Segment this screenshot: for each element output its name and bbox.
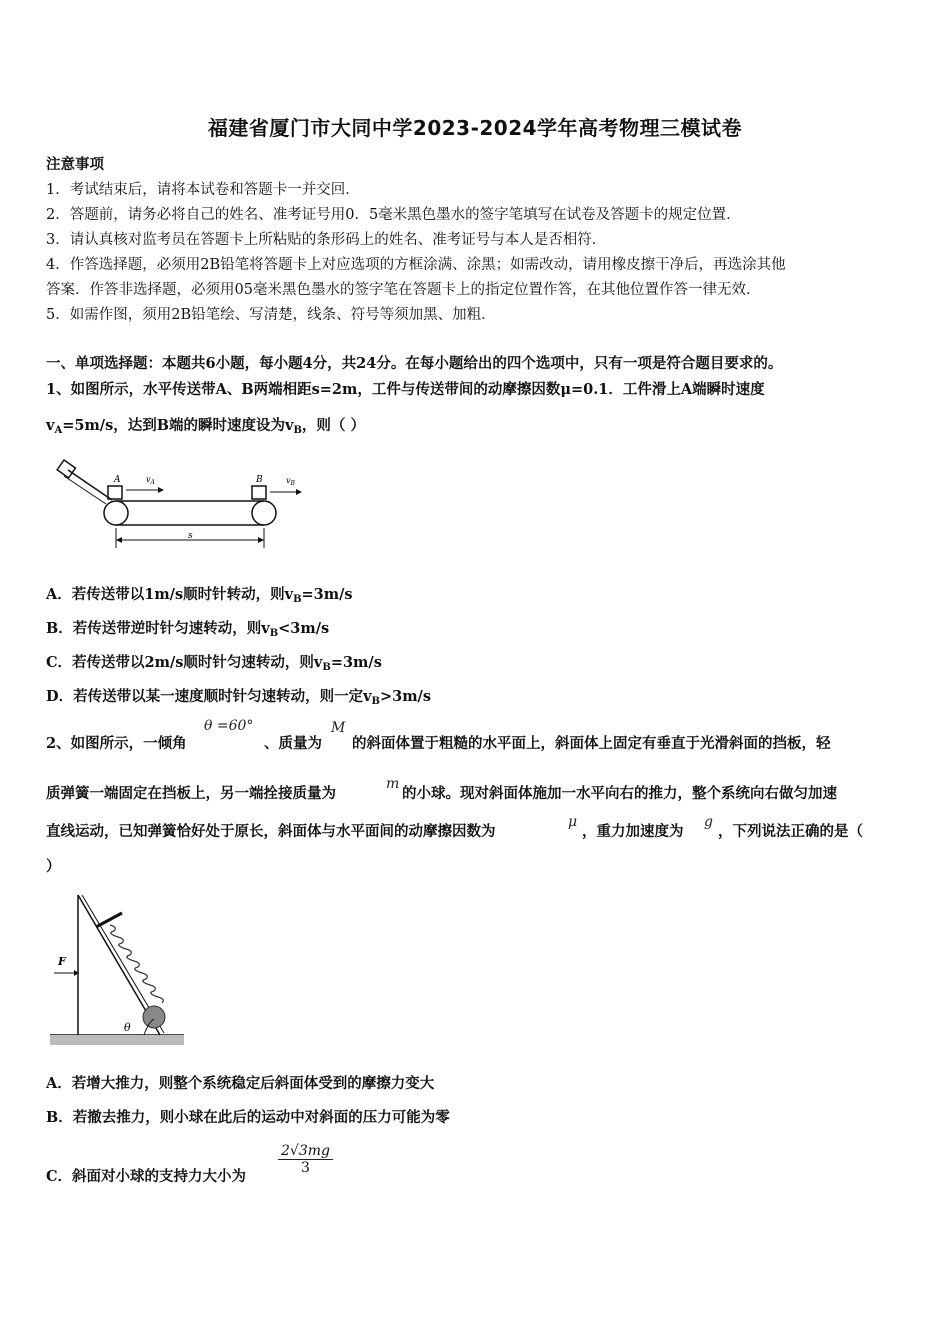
sliding-block-icon [57, 460, 75, 478]
conveyor-figure [46, 448, 316, 558]
ground-hatch [50, 1035, 184, 1045]
ball-icon [143, 1006, 165, 1028]
q2-stem-line1a: 2、如图所示，一倾角 [46, 735, 187, 752]
left-pulley-icon [104, 501, 128, 525]
q1-option-c: C．若传送带以2m/s顺时针匀速转动，则$v_B=3m/s$ [46, 654, 382, 673]
notice-heading: 注意事项 [46, 156, 104, 173]
notice-item: 2．答题前，请务必将自己的姓名、准考证号用0．5毫米黑色墨水的签字笔填写在试卷及答题卡的规定位置． [46, 207, 741, 223]
incline-figure [48, 885, 188, 1055]
q1-option-b: B．若传送带逆时针匀速转动，则$v_B<3m/s$ [46, 620, 330, 639]
q1-stem-line1: 1、如图所示，水平传送带A、B两端相距s=2m，工件与传送带间的动摩擦因数μ=0.1．工件滑上A端瞬时速度 [46, 381, 765, 398]
label-b: B [256, 475, 263, 485]
q2-option-a: A．若增大推力，则整个系统稳定后斜面体受到的摩擦力变大 [46, 1075, 435, 1092]
notice-item: 3．请认真核对监考员在答题卡上所粘贴的条形码上的姓名、准考证号与本人是否相符． [46, 232, 607, 248]
q2-stem-line2a: 质弹簧一端固定在挡板上，另一端拴接质量为 [46, 785, 336, 802]
page-title: 福建省厦门市大同中学2023-2024学年高考物理三模试卷 [207, 116, 743, 140]
q2-option-c-fraction: $\frac{2√3mg}{3}$ [278, 1143, 333, 1176]
label-s: s [188, 531, 193, 541]
block-a-icon [108, 486, 122, 499]
q2-stem-line1b: 、质量为 [264, 735, 322, 752]
q1-option-d: D．若传送带以某一速度顺时针匀速转动，则一定$v_B>3m/s$ [46, 688, 431, 707]
q2-stem-line3a: 直线运动，已知弹簧恰好处于原长，斜面体与水平面间的动摩擦因数为 [46, 823, 496, 840]
label-vb: $v_B$ [286, 476, 295, 487]
q2-stem-line3b: ，重力加速度为 [582, 823, 684, 840]
block-b-icon [252, 486, 266, 499]
q2-stem-line1c: 的斜面体置于粗糙的水平面上，斜面体上固定有垂直于光滑斜面的挡板，轻 [352, 735, 831, 752]
q2-theta-expr: θ =60° [204, 718, 254, 734]
q1-option-a: A．若传送带以1m/s顺时针转动，则$v_B=3m/s$ [46, 586, 353, 605]
q2-option-c: C．斜面对小球的支持力大小为 [46, 1168, 247, 1185]
q2-stem-line2b: 的小球。现对斜面体施加一水平向右的推力，整个系统向右做匀加速 [402, 785, 837, 802]
q2-mass-m: m [386, 776, 400, 792]
q2-g: g [704, 814, 713, 830]
q1-stem-line2: $v_A=5m/s$，达到B端的瞬时速度设为$v_B$，则（ ） [46, 417, 365, 436]
notice-item: 答案．作答非选择题，必须用05毫米黑色墨水的签字笔在答题卡上的指定位置作答，在其他位置作答一律无效． [46, 282, 761, 298]
right-pulley-icon [252, 501, 276, 525]
q2-option-b: B．若撤去推力，则小球在此后的运动中对斜面的压力可能为零 [46, 1109, 450, 1126]
label-a: A [114, 475, 121, 485]
q2-stem-line3c: ，下列说法正确的是（ [718, 823, 863, 840]
notice-item: 5．如需作图，须用2B铅笔绘、写清楚，线条、符号等须加黑、加粗． [46, 307, 496, 323]
q2-mass-M: M [331, 720, 346, 736]
label-force: F [58, 955, 66, 968]
section-heading: 一、单项选择题：本题共6小题，每小题4分，共24分。在每小题给出的四个选项中，只有一项是符合题目要求的。 [46, 355, 783, 372]
label-theta: θ [124, 1021, 131, 1034]
q2-mu: μ [568, 814, 578, 830]
notice-item: 4．作答选择题，必须用2B铅笔将答题卡上对应选项的方框涂满、涂黑；如需改动，请用橡皮擦干净后，再选涂其他 [46, 257, 786, 273]
label-va: $v_A$ [146, 475, 155, 486]
notice-item: 1．考试结束后，请将本试卷和答题卡一并交回． [46, 182, 360, 198]
blocker-plate [96, 913, 122, 927]
q2-stem-line4: ） [46, 858, 61, 875]
